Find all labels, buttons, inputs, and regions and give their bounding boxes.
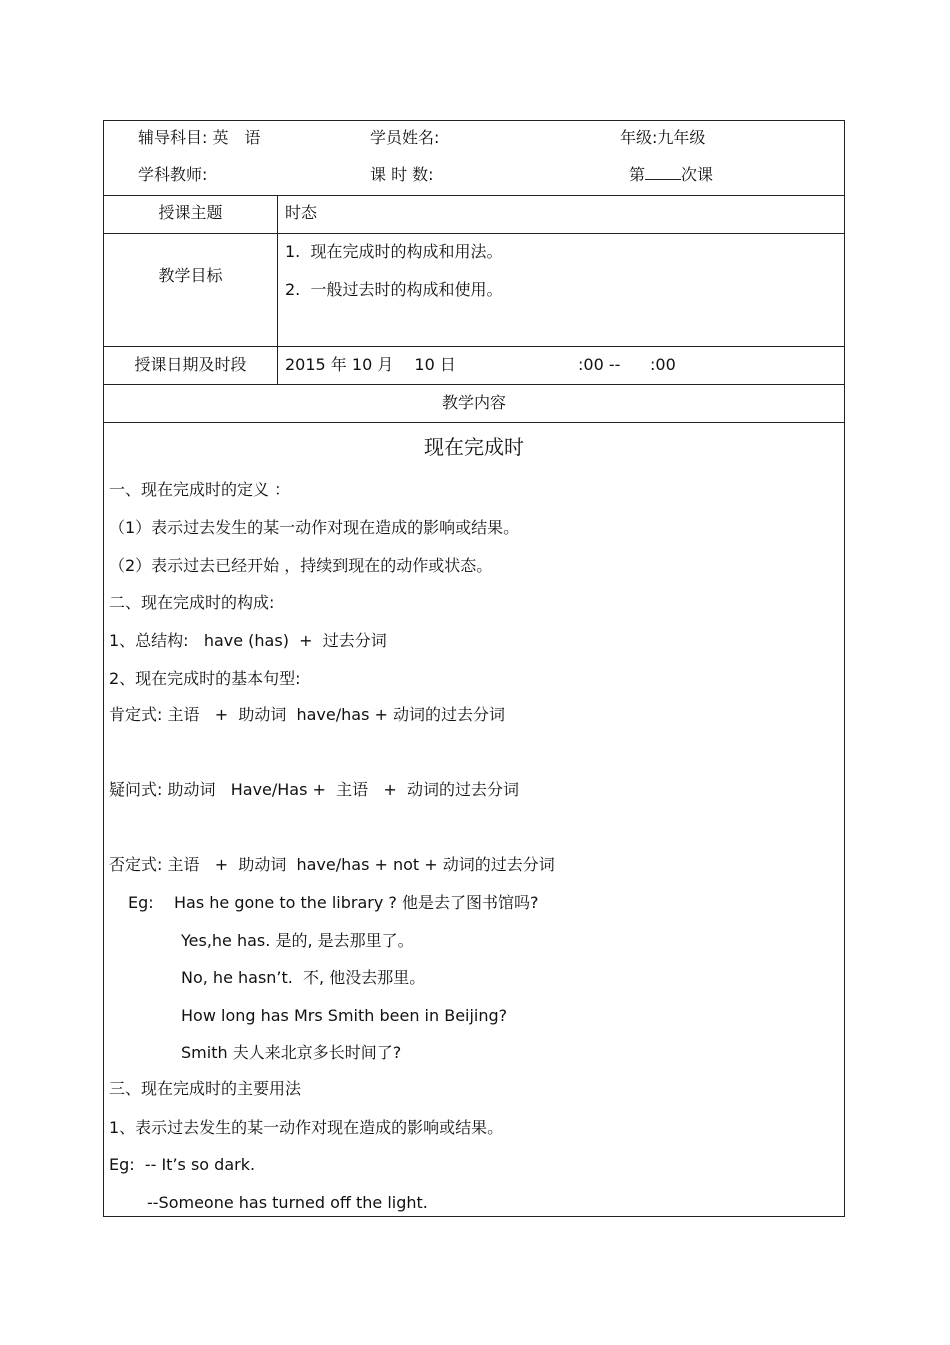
date-label: 授课日期及时段 (134, 355, 247, 374)
grade-label: 年级:九年级 (620, 128, 706, 147)
date-value: 2015 年 10 月 10 日 (285, 355, 456, 374)
content-line: 2、现在完成时的基本句型: (109, 669, 301, 688)
lesson-prefix: 第 (629, 165, 646, 184)
example-line: Smith 夫人来北京多长时间了? (181, 1043, 402, 1062)
content-title: 现在完成时 (424, 435, 524, 459)
subject-label: 辅导科目: 英 语 (138, 128, 261, 147)
column-divider (277, 195, 278, 384)
example-line: --Someone has turned off the light. (147, 1193, 428, 1212)
content-line: 一、现在完成时的定义 ： (109, 480, 291, 499)
content-line: 1、总结构: have (has) + 过去分词 (109, 631, 387, 650)
example-line: No, he hasn’t. 不, 他没去那里。 (181, 968, 426, 987)
row-divider (104, 346, 844, 347)
lesson-number-blank (645, 165, 681, 180)
content-line: 1、表示过去发生的某一动作对现在造成的影响或结果。 (109, 1118, 504, 1137)
lesson-number (629, 165, 713, 185)
lesson-suffix: 次课 (681, 165, 714, 184)
row-divider (104, 195, 844, 196)
content-line: 肯定式: 主语 + 助动词 have/has + 动词的过去分词 (109, 705, 505, 724)
content-line: 疑问式: 助动词 Have/Has + 主语 + 动词的过去分词 (109, 780, 519, 799)
goal-item: 2. 一般过去时的构成和使用。 (285, 280, 503, 299)
lesson-plan-table (103, 120, 845, 1217)
content-label: 教学内容 (441, 393, 506, 412)
student-name-label: 学员姓名: (370, 128, 440, 147)
content-line: （1）表示过去发生的某一动作对现在造成的影响或结果。 (109, 518, 520, 537)
time-end: :00 (650, 355, 676, 374)
hours-label: 课 时 数: (370, 165, 434, 184)
row-divider (104, 233, 844, 234)
topic-label: 授课主题 (158, 203, 223, 222)
time-start: :00 -- (578, 355, 621, 374)
goal-label: 教学目标 (158, 266, 223, 285)
example-line: Eg: -- It’s so dark. (109, 1155, 256, 1174)
example-line: Eg: Has he gone to the library ? 他是去了图书馆吗? (128, 893, 539, 912)
content-line: （2）表示过去已经开始 ，持续到现在的动作或状态。 (109, 556, 493, 575)
example-line: Yes,he has. 是的, 是去那里了。 (181, 931, 414, 950)
row-divider (104, 422, 844, 423)
content-line: 二、现在完成时的构成: (109, 593, 275, 612)
content-line: 三、现在完成时的主要用法 (109, 1079, 302, 1098)
topic-value: 时态 (285, 203, 318, 222)
row-divider (104, 384, 844, 385)
teacher-label: 学科教师: (138, 165, 208, 184)
example-line: How long has Mrs Smith been in Beijing? (181, 1006, 508, 1025)
content-line: 否定式: 主语 + 助动词 have/has + not + 动词的过去分词 (109, 855, 555, 874)
goal-item: 1. 现在完成时的构成和用法。 (285, 242, 503, 261)
